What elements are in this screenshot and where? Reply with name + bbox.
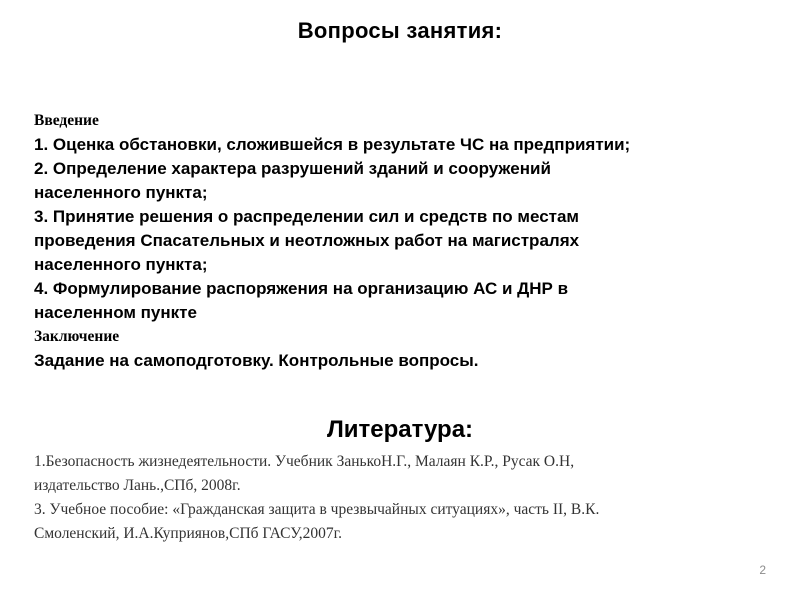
literature-line: издательство Лань.,СПб, 2008г.: [34, 477, 241, 494]
intro-label: Введение: [34, 112, 99, 129]
question-3: [34, 205, 754, 277]
question-line: населенном пункте: [34, 303, 197, 322]
question-line: населенного пункта;: [34, 255, 208, 274]
question-line: населенного пункта;: [34, 183, 208, 202]
question-4: [34, 277, 754, 325]
question-line: 1. Оценка обстановки, сложившейся в результате ЧС на предприятии;: [34, 135, 631, 154]
question-1: [34, 133, 754, 157]
question-line: 4. Формулирование распоряжения на организацию АС и ДНР в: [34, 279, 569, 298]
question-line: проведения Спасательных и неотложных работ на магистралях: [34, 231, 580, 250]
question-line: 3. Принятие решения о распределении сил и средств по местам: [34, 207, 580, 226]
conclusion-label: Заключение: [34, 328, 120, 345]
literature-line: Смоленский, И.А.Куприянов,СПб ГАСУ,2007г.: [34, 525, 343, 542]
literature-line: 3. Учебное пособие: «Гражданская защита в чрезвычайных ситуациях», часть II, В.К.: [34, 501, 600, 518]
literature-list: [34, 450, 774, 546]
literature-title: Литература:: [326, 416, 474, 443]
homework-line: Задание на самоподготовку. Контрольные вопросы.: [34, 351, 479, 370]
question-line: 2. Определение характера разрушений зданий и сооружений: [34, 159, 551, 178]
questions-block: [34, 109, 754, 373]
slide-title: Вопросы занятия:: [297, 18, 503, 43]
page-number: 2: [759, 563, 766, 577]
literature-line: 1.Безопасность жизнедеятельности. Учебник ЗанькоН.Г., Малаян К.Р., Русак О.Н,: [34, 453, 575, 470]
literature-item-2: [34, 498, 774, 546]
literature-item-1: [34, 450, 774, 498]
question-2: [34, 157, 754, 205]
